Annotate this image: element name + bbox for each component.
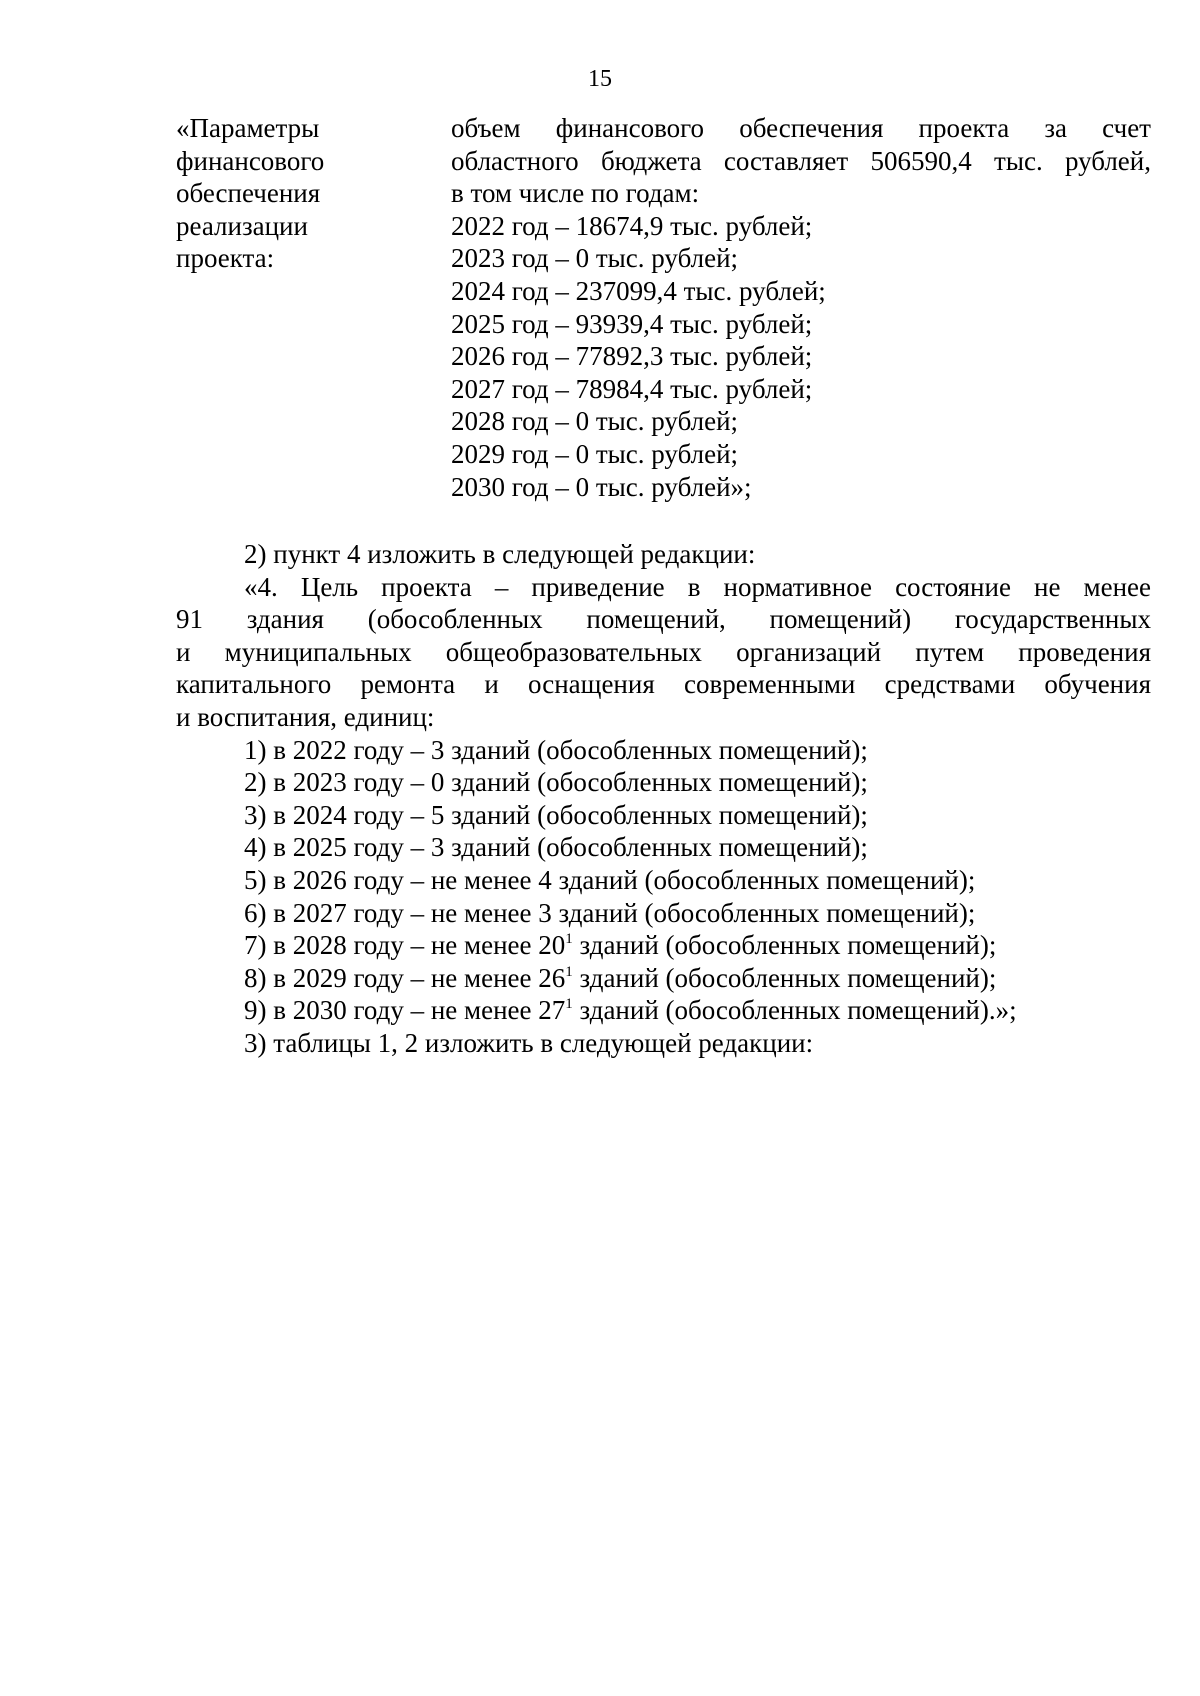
params-intro-line: областного бюджета составляет 506590,4 тыс. рублей, xyxy=(451,145,1151,176)
goal-item-text: 6) в 2027 году – не менее 3 зданий (обособленных помещений); xyxy=(244,897,976,928)
goal-line: капитального ремонта и оснащения современными средствами обучения xyxy=(176,669,1151,700)
goal-items-list xyxy=(176,734,1151,1027)
goal-line: «4. Цель проекта – приведение в нормативное состояние не менее xyxy=(244,571,1151,602)
goal-item-text: 8) в 2029 году – не менее 26 xyxy=(244,962,566,993)
goal-list-item xyxy=(176,864,1151,897)
goal-list-item xyxy=(176,994,1151,1027)
params-intro-line: объем финансового обеспечения проекта за счет xyxy=(451,113,1151,143)
goal-line: и муниципальных общеобразовательных организаций путем проведения xyxy=(176,636,1151,667)
goal-item-text: 7) в 2028 году – не менее 20 xyxy=(244,930,566,961)
goal-list-item xyxy=(176,831,1151,864)
params-label-line: реализации xyxy=(176,210,308,241)
params-value xyxy=(451,112,1151,503)
goal-last-line: и воспитания, единиц: xyxy=(176,701,435,732)
params-intro-tail: в том числе по годам: xyxy=(451,178,700,209)
goal-item-text: зданий (обособленных помещений); xyxy=(572,962,997,993)
params-year-line: 2023 год – 0 тыс. рублей; xyxy=(451,243,739,274)
goal-item-text: зданий (обособленных помещений).»; xyxy=(572,995,1017,1026)
goal-paragraph xyxy=(176,571,1151,734)
goal-item-text: 3) в 2024 году – 5 зданий (обособленных помещений); xyxy=(244,799,868,830)
footnote-mark: 1 xyxy=(565,931,573,948)
goal-list-item xyxy=(176,897,1151,930)
params-year-line: 2022 год – 18674,9 тыс. рублей; xyxy=(451,210,813,241)
goal-item-text: 5) в 2026 году – не менее 4 зданий (обособленных помещений); xyxy=(244,864,976,895)
body-text xyxy=(176,538,1151,1060)
footnote-mark: 1 xyxy=(565,996,573,1013)
item2-heading: 2) пункт 4 изложить в следующей редакции: xyxy=(244,539,756,569)
page-number: 15 xyxy=(588,66,612,92)
params-year-line: 2026 год – 77892,3 тыс. рублей; xyxy=(451,341,813,372)
goal-line: 91 здания (обособленных помещений, помещений) государственных xyxy=(176,604,1151,635)
params-year-line: 2029 год – 0 тыс. рублей; xyxy=(451,438,739,469)
params-label-line: обеспечения xyxy=(176,178,321,209)
params-year-line: 2028 год – 0 тыс. рублей; xyxy=(451,406,739,437)
params-label-line: «Параметры xyxy=(176,113,320,143)
params-year-line: 2030 год – 0 тыс. рублей»; xyxy=(451,471,752,502)
item3-heading: 3) таблицы 1, 2 изложить в следующей редакции: xyxy=(244,1027,814,1058)
goal-list-item xyxy=(176,962,1151,995)
goal-item-text: 2) в 2023 году – 0 зданий (обособленных помещений); xyxy=(244,767,868,798)
goal-item-text: 9) в 2030 году – не менее 27 xyxy=(244,995,566,1026)
goal-item-text: зданий (обособленных помещений); xyxy=(572,930,997,961)
params-label-line: финансового xyxy=(176,145,325,176)
params-year-line: 2027 год – 78984,4 тыс. рублей; xyxy=(451,373,813,404)
goal-item-text: 1) в 2022 году – 3 зданий (обособленных помещений); xyxy=(244,734,868,765)
params-year-line: 2025 год – 93939,4 тыс. рублей; xyxy=(451,308,813,339)
goal-list-item xyxy=(176,929,1151,962)
goal-item-text: 4) в 2025 году – 3 зданий (обособленных помещений); xyxy=(244,832,868,863)
goal-list-item xyxy=(176,766,1151,799)
params-label-line: проекта: xyxy=(176,243,275,274)
goal-list-item xyxy=(176,799,1151,832)
goal-list-item xyxy=(176,734,1151,767)
params-year-line: 2024 год – 237099,4 тыс. рублей; xyxy=(451,275,826,306)
params-label xyxy=(176,112,406,275)
footnote-mark: 1 xyxy=(565,963,573,980)
